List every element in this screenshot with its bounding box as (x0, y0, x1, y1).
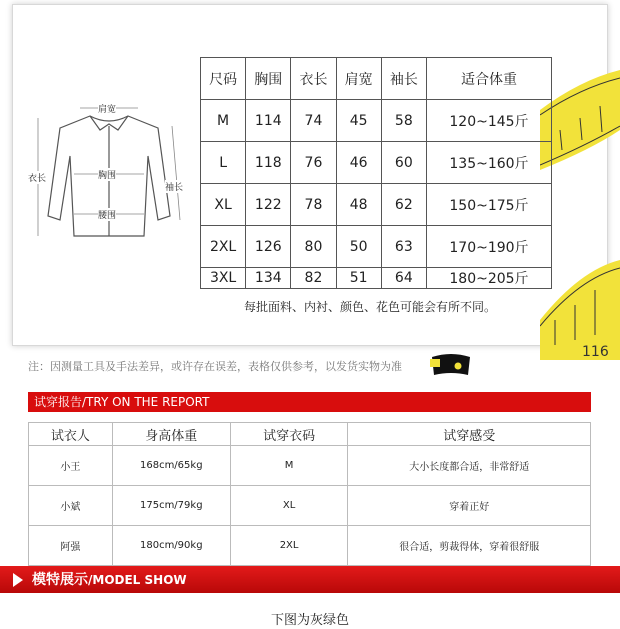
chest-cell: 118 (246, 142, 291, 184)
length-cell: 78 (291, 184, 336, 226)
size-cell: L (201, 142, 246, 184)
diagram-label-chest: 胸围 (98, 168, 116, 181)
shoulder-cell: 51 (336, 268, 381, 289)
chest-cell: 114 (246, 100, 291, 142)
weight-cell: 135~160斤 (426, 142, 551, 184)
tried-size: 2XL (230, 526, 348, 566)
model-show-en: /MODEL SHOW (88, 573, 187, 587)
length-cell: 76 (291, 142, 336, 184)
length-cell: 82 (291, 268, 336, 289)
size-header-cell: 尺码 (201, 58, 246, 100)
table-row (201, 100, 552, 142)
table-row (29, 486, 591, 526)
sleeve-cell: 58 (381, 100, 426, 142)
measuring-tape-image (540, 70, 620, 190)
shoulder-cell: 45 (336, 100, 381, 142)
try-header-cell: 身高体重 (112, 423, 230, 446)
weight-cell: 120~145斤 (426, 100, 551, 142)
height-weight: 175cm/79kg (112, 486, 230, 526)
size-cell: 2XL (201, 226, 246, 268)
height-weight: 168cm/65kg (112, 446, 230, 486)
shoulder-cell: 46 (336, 142, 381, 184)
arrow-right-icon (8, 570, 28, 590)
size-chart-table (200, 57, 552, 289)
fit-feedback: 大小长度都合适，非常舒适 (348, 446, 591, 486)
svg-text:116: 116 (582, 344, 609, 360)
try-on-table (28, 422, 591, 566)
diagram-label-waist: 腰围 (98, 208, 116, 221)
shoulder-cell: 48 (336, 184, 381, 226)
table-header-row (29, 423, 591, 446)
model-show-banner (0, 566, 620, 593)
model-show-title (32, 569, 187, 589)
table-row (201, 226, 552, 268)
tape-measure-icon (428, 349, 474, 379)
table-row (29, 526, 591, 566)
table-row (201, 142, 552, 184)
size-cell: 3XL (201, 268, 246, 289)
diagram-label-length: 衣长 (28, 171, 46, 184)
tried-size: M (230, 446, 348, 486)
try-on-report-header: 试穿报告/TRY ON THE REPORT (28, 392, 591, 412)
shoulder-cell: 50 (336, 226, 381, 268)
weight-cell: 170~190斤 (426, 226, 551, 268)
tester-name: 阿强 (29, 526, 113, 566)
size-header-cell: 胸围 (246, 58, 291, 100)
fit-feedback: 很合适，剪裁得体，穿着很舒服 (348, 526, 591, 566)
tester-name: 小王 (29, 446, 113, 486)
try-header-cell: 试穿感受 (348, 423, 591, 446)
measurement-disclaimer: 注：因测量工具及手法差异，或许存在误差，表格仅供参考，以发货实物为准 (28, 360, 402, 373)
chest-cell: 122 (246, 184, 291, 226)
batch-variation-note: 每批面料、内衬、颜色、花色可能会有所不同。 (243, 300, 496, 314)
size-cell: M (201, 100, 246, 142)
weight-cell: 150~175斤 (426, 184, 551, 226)
measuring-tape-image (540, 250, 620, 370)
size-header-cell: 袖长 (381, 58, 426, 100)
length-cell: 74 (291, 100, 336, 142)
tried-size: XL (230, 486, 348, 526)
color-caption: 下图为灰绿色 (270, 613, 349, 628)
length-cell: 80 (291, 226, 336, 268)
sleeve-cell: 63 (381, 226, 426, 268)
chest-cell: 134 (246, 268, 291, 289)
try-header-cell: 试穿衣码 (230, 423, 348, 446)
weight-cell: 180~205斤 (426, 268, 551, 289)
model-show-cn: 模特展示 (32, 572, 88, 588)
sleeve-cell: 62 (381, 184, 426, 226)
sleeve-cell: 64 (381, 268, 426, 289)
fit-feedback: 穿着正好 (348, 486, 591, 526)
shirt-measurement-diagram (20, 96, 196, 246)
try-header-cell: 试衣人 (29, 423, 113, 446)
size-cell: XL (201, 184, 246, 226)
table-row (201, 268, 552, 289)
size-header-cell: 肩宽 (336, 58, 381, 100)
diagram-label-shoulder: 肩宽 (98, 102, 116, 115)
size-header-cell: 衣长 (291, 58, 336, 100)
tester-name: 小斌 (29, 486, 113, 526)
table-row (29, 446, 591, 486)
height-weight: 180cm/90kg (112, 526, 230, 566)
diagram-label-sleeve: 袖长 (165, 180, 183, 193)
chest-cell: 126 (246, 226, 291, 268)
table-row (201, 184, 552, 226)
size-header-cell: 适合体重 (426, 58, 551, 100)
sleeve-cell: 60 (381, 142, 426, 184)
